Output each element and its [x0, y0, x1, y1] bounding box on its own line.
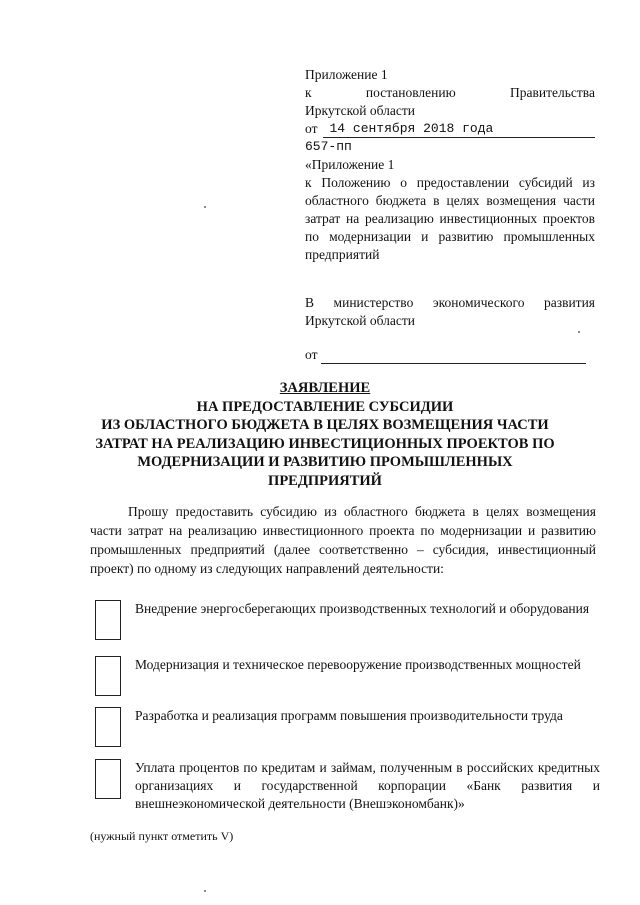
option-4	[95, 759, 600, 813]
title-line3: ИЗ ОБЛАСТНОГО БЮДЖЕТА В ЦЕЛЯХ ВОЗМЕЩЕНИЯ ЧАСТИ	[101, 417, 549, 433]
appendix-line1: Приложение 1	[305, 67, 388, 82]
option-3-label: Разработка и реализация программ повышения производительности труда	[135, 708, 563, 723]
appendix-line2-word2: постановлению	[365, 85, 456, 100]
addressee-from-label: от	[305, 347, 318, 362]
intro-text: Прошу предоставить субсидию из областного бюджета в целях возмещения части затрат на реализацию инвестиционного проекта по модернизации и развитию промышленных предприятий (далее соответственно – субсидия, инвестиционный проект) по одному из следующих направлений деятельности:	[90, 504, 596, 576]
intro-paragraph	[90, 502, 596, 578]
title-line2: НА ПРЕДОСТАВЛЕНИЕ СУБСИДИИ	[196, 398, 454, 415]
regulation-appendix-text: к Положению о предоставлении субсидий из областного бюджета в целях возмещения части затрат на реализацию инвестиционных проектов по модернизации и развитию промышленных предприятий	[305, 175, 595, 262]
scan-speck	[204, 206, 206, 208]
document-title	[60, 379, 590, 490]
title-line4: ЗАТРАТ НА РЕАЛИЗАЦИЮ ИНВЕСТИЦИОННЫХ ПРОЕКТОВ ПО	[95, 435, 555, 452]
appendix-header	[305, 66, 595, 156]
option-1-label: Внедрение энергосберегающих производственных технологий и оборудования	[135, 601, 590, 616]
scan-speck	[204, 890, 206, 892]
appendix-number: 657-пп	[305, 139, 352, 154]
appendix-date-value: 14 сентября 2018 года	[323, 121, 595, 138]
addressee-text: В министерство экономического развития Иркутской области	[305, 295, 595, 328]
option-2	[95, 656, 600, 696]
addressee-from-row	[305, 346, 595, 364]
appendix-line3: Иркутской области	[305, 103, 416, 118]
appendix-line2-word3: Правительства	[510, 85, 595, 100]
regulation-appendix-line1: «Приложение 1	[305, 157, 395, 172]
appendix-date-row	[305, 120, 595, 138]
appendix-line2	[305, 84, 595, 102]
option-3-checkbox[interactable]	[95, 707, 121, 747]
addressee-from-line	[321, 349, 586, 364]
option-4-label: Уплата процентов по кредитам и займам, полученным в российских кредитных организациях и государственной корпорации «Банк развития и внешнеэкономической деятельности (Внешэкономбанк)»	[135, 760, 600, 811]
option-4-checkbox[interactable]	[95, 759, 121, 799]
option-3	[95, 707, 600, 747]
title-line1: ЗАЯВЛЕНИЕ	[279, 380, 371, 396]
regulation-appendix	[305, 156, 595, 264]
scan-speck	[578, 331, 580, 333]
addressee-block	[305, 294, 595, 364]
title-line6: ПРЕДПРИЯТИЙ	[268, 472, 382, 489]
option-2-label: Модернизация и техническое перевооружение производственных мощностей	[135, 657, 581, 672]
title-line5: МОДЕРНИЗАЦИИ И РАЗВИТИЮ ПРОМЫШЛЕННЫХ	[137, 454, 513, 470]
option-1-checkbox[interactable]	[95, 600, 121, 640]
option-2-checkbox[interactable]	[95, 656, 121, 696]
option-1	[95, 600, 600, 640]
appendix-line2-word1: к	[305, 85, 312, 100]
instruction-note: (нужный пункт отметить V)	[90, 829, 234, 843]
appendix-date-prefix: от	[305, 121, 318, 136]
